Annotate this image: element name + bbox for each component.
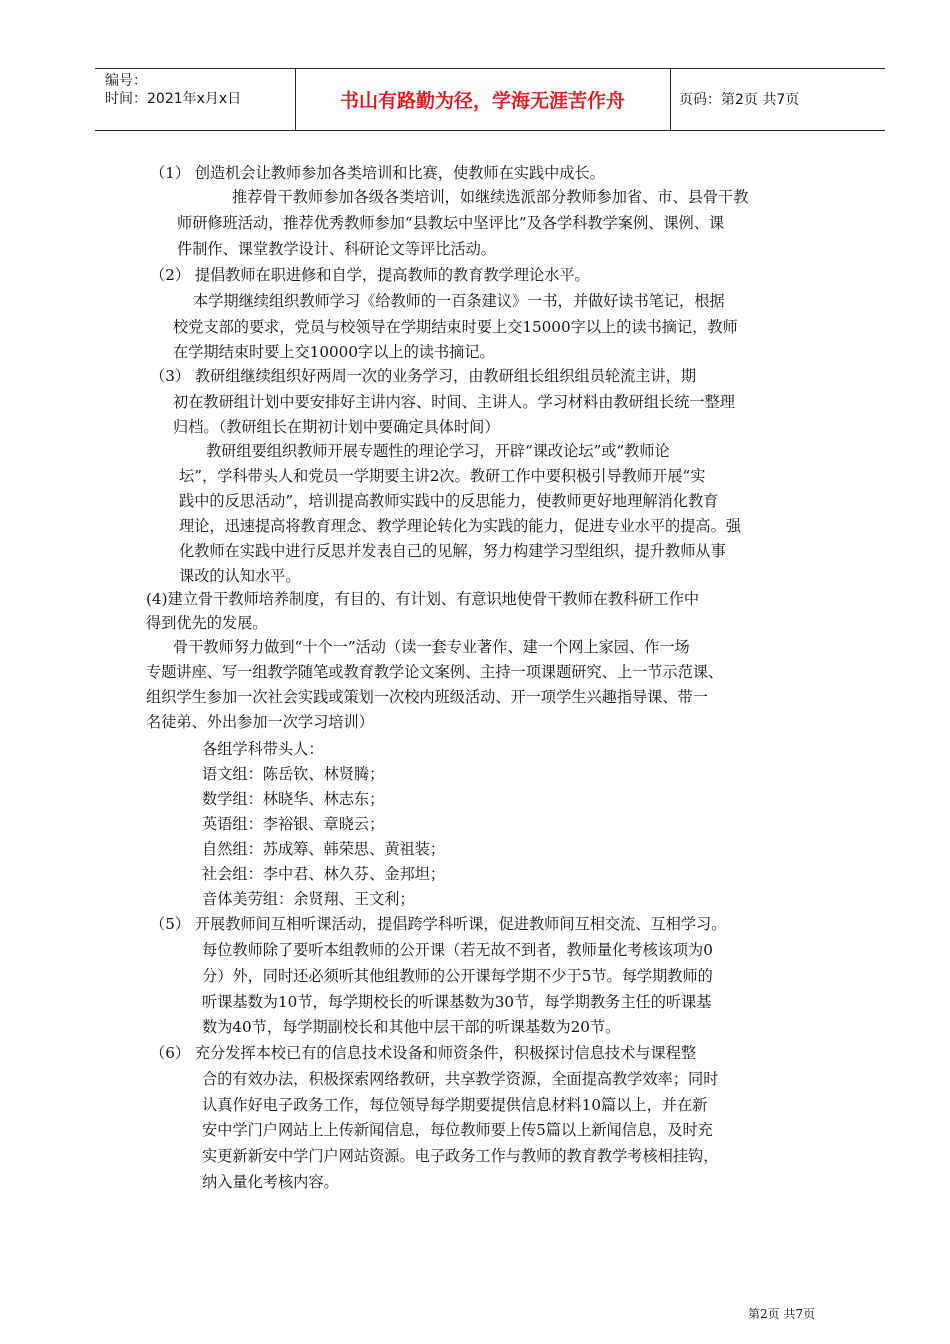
text-line: 数学组：林晓华、林志东； bbox=[202, 790, 385, 808]
text-line: (4)建立骨干教师培养制度，有目的、有计划、有意识地使骨干教师在教科研工作中 bbox=[146, 590, 700, 608]
header-meta bbox=[105, 72, 241, 108]
text-line: 校党支部的要求，党员与校领导在学期结束时要上交15000字以上的读书摘记，教师 bbox=[173, 318, 738, 336]
text-line: 音体美劳组：余贤翔、王文利； bbox=[202, 890, 415, 908]
text-line: 课改的认知水平。 bbox=[179, 567, 301, 585]
text-line: 数为40节，每学期副校长和其他中层干部的听课基数为20节。 bbox=[202, 1018, 621, 1036]
text-line: 语文组：陈岳钦、林贤腾； bbox=[202, 765, 385, 783]
text-line: （2） 提倡教师在职进修和自学，提高教师的教育教学理论水平。 bbox=[150, 266, 590, 284]
text-line: 在学期结束时要上交10000字以上的读书摘记。 bbox=[173, 343, 495, 361]
text-line: 英语组：李裕银、章晓云； bbox=[202, 815, 385, 833]
text-line: 践中的反思活动”，培训提高教师实践中的反思能力，使教师更好地理解消化教育 bbox=[179, 492, 719, 510]
text-line: 教研组要组织教师开展专题性的理论学习，开辟“课改论坛”或“教师论 bbox=[206, 442, 670, 460]
header-page-info: 页码：第2页 共7页 bbox=[679, 92, 800, 108]
text-line: 合的有效办法，积极探索网络教研，共享教学资源，全面提高教学效率；同时 bbox=[202, 1070, 719, 1088]
text-line: 自然组：苏成筹、韩荣思、黄祖装； bbox=[202, 840, 445, 858]
text-line: 纳入量化考核内容。 bbox=[202, 1173, 339, 1191]
text-line: （6） 充分发挥本校已有的信息技术设备和师资条件，积极探讨信息技术与课程整 bbox=[150, 1044, 697, 1062]
text-line: 名徒弟、外出参加一次学习培训） bbox=[146, 713, 374, 731]
text-line: 安中学门户网站上上传新闻信息，每位教师要上传5篇以上新闻信息，及时充 bbox=[202, 1121, 713, 1139]
document-header bbox=[95, 68, 885, 131]
text-line: 师研修班活动，推荐优秀教师参加“县教坛中坚评比”及各学科教学案例、课例、课 bbox=[177, 214, 725, 232]
number-label: 编号： bbox=[105, 73, 147, 89]
text-line: 件制作、课堂教学设计、科研论文等评比活动。 bbox=[177, 240, 496, 258]
text-line: 认真作好电子政务工作，每位领导每学期要提供信息材料10篇以上，并在新 bbox=[202, 1096, 708, 1114]
date-label: 时间：2021年x月x日 bbox=[105, 91, 242, 107]
text-line: 各组学科带头人： bbox=[202, 740, 324, 758]
text-line: 得到优先的发展。 bbox=[146, 614, 268, 632]
footer-page-info: 第2页 共7页 bbox=[748, 1307, 816, 1321]
text-line: （5） 开展教师间互相听课活动，提倡跨学科听课，促进教师间互相交流、互相学习。 bbox=[150, 915, 727, 933]
text-line: 化教师在实践中进行反思并发表自己的见解，努力构建学习型组织，提升教师从事 bbox=[179, 542, 726, 560]
header-motto: 书山有路勤为径，学海无涯苦作舟 bbox=[339, 90, 625, 112]
text-line: 归档。（教研组长在期初计划中要确定具体时间） bbox=[173, 418, 500, 436]
text-line: 推荐骨干教师参加各级各类培训，如继续选派部分教师参加省、市、县骨干教 bbox=[232, 188, 749, 206]
text-line: （3） 教研组继续组织好两周一次的业务学习，由教研组长组织组员轮流主讲，期 bbox=[150, 367, 697, 385]
text-line: 骨干教师努力做到“十个一”活动（读一套专业著作、建一个网上家园、作一场 bbox=[173, 638, 690, 656]
text-line: 听课基数为10节，每学期校长的听课基数为30节，每学期教务主任的听课基 bbox=[202, 993, 712, 1011]
text-line: 社会组：李中君、林久芬、金邦坦； bbox=[202, 865, 445, 883]
text-line: 分）外，同时还必须听其他组教师的公开课每学期不少于5节。每学期教师的 bbox=[202, 967, 713, 985]
text-line: 坛”，学科带头人和党员一学期要主讲2次。教研工作中要积极引导教师开展“实 bbox=[179, 467, 706, 485]
text-line: （1） 创造机会让教师参加各类培训和比赛，使教师在实践中成长。 bbox=[150, 164, 605, 182]
text-line: 本学期继续组织教师学习《给教师的一百条建议》一书，并做好读书笔记，根据 bbox=[193, 292, 725, 310]
text-line: 理论，迅速提高将教育理念、教学理论转化为实践的能力，促进专业水平的提高。强 bbox=[179, 517, 741, 535]
text-line: 每位教师除了要听本组教师的公开课（若无故不到者，教师量化考核该项为0 bbox=[202, 941, 713, 959]
text-line: 初在教研组计划中要安排好主讲内容、时间、主讲人。学习材料由教研组长统一整理 bbox=[173, 393, 735, 411]
text-line: 实更新新安中学门户网站资源。电子政务工作与教师的教育教学考核相挂钩， bbox=[202, 1147, 719, 1165]
text-line: 专题讲座、写一组教学随笔或教育教学论文案例、主持一项课题研究、上一节示范课、 bbox=[146, 663, 724, 681]
header-divider bbox=[670, 69, 671, 130]
text-line: 组织学生参加一次社会实践或策划一次校内班级活动、开一项学生兴趣指导课、带一 bbox=[146, 688, 708, 706]
